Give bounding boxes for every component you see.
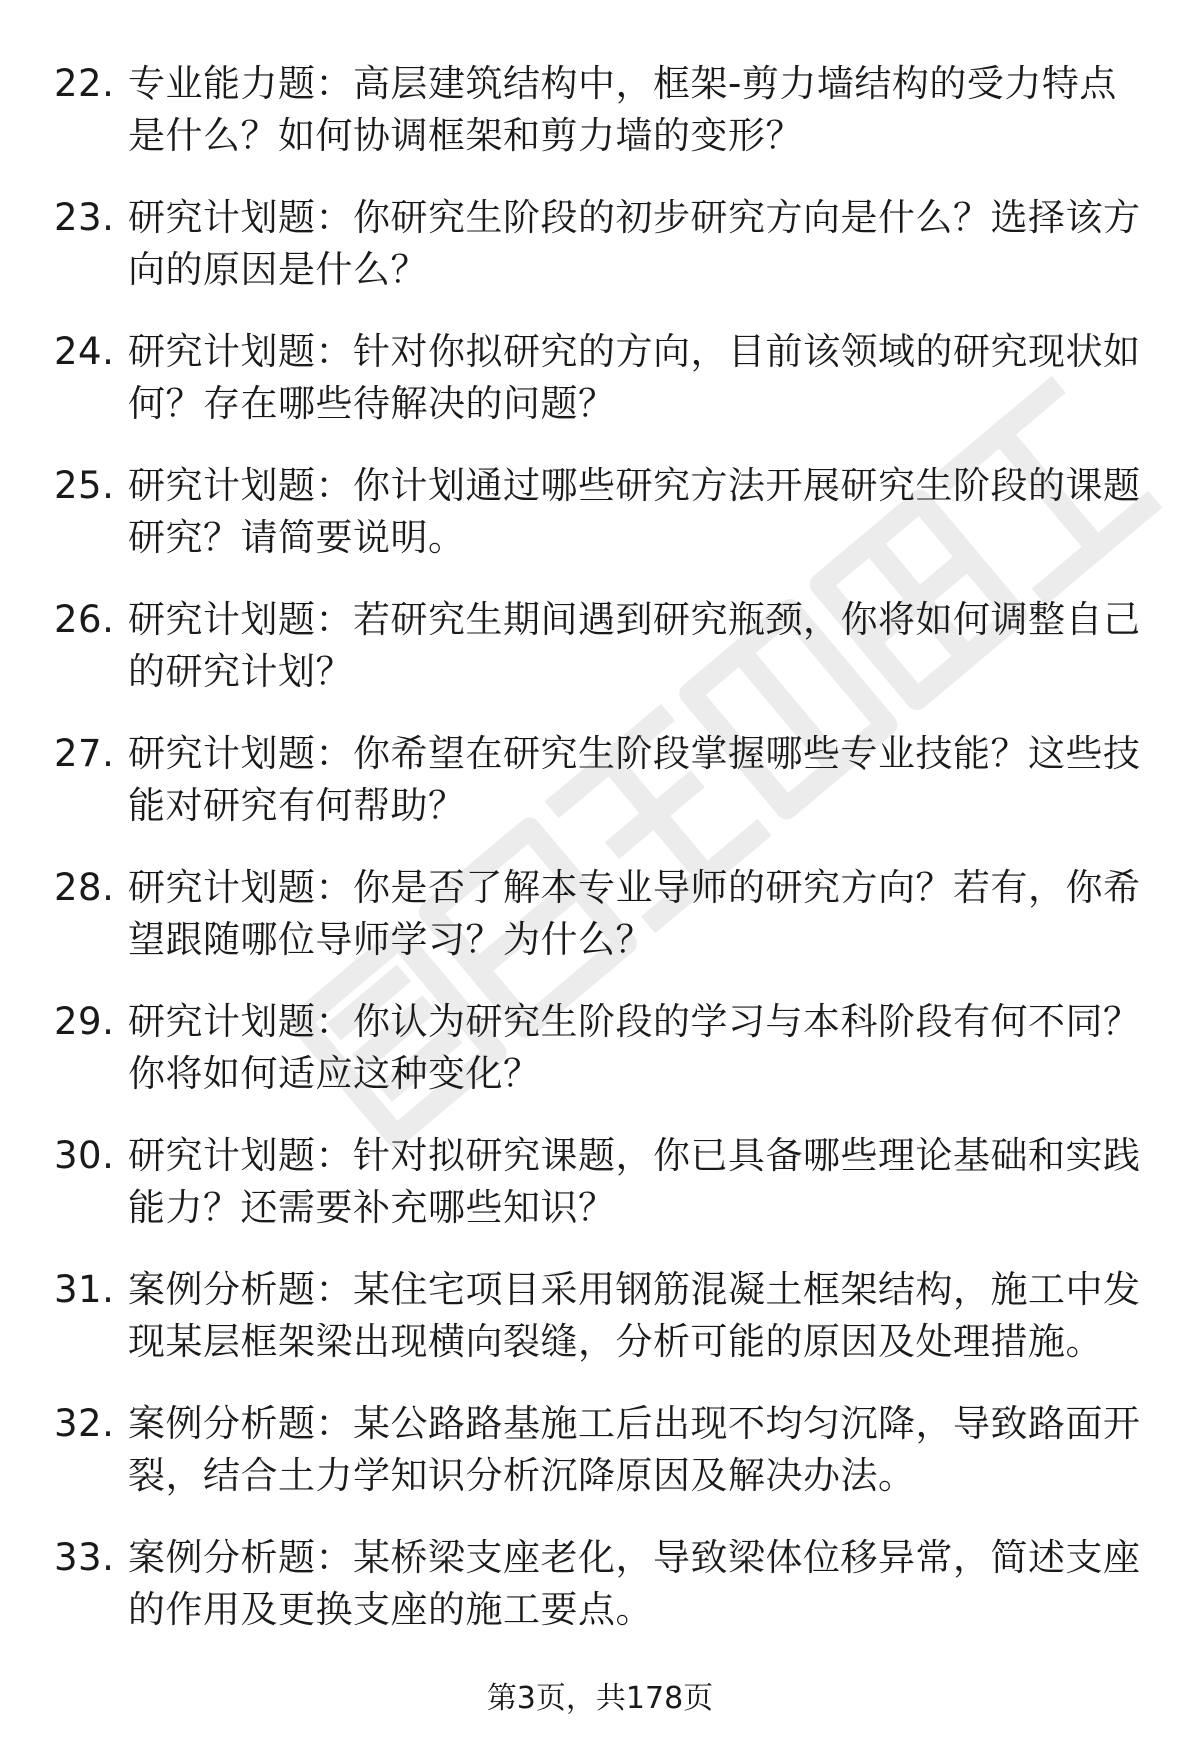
question-item — [54, 460, 1154, 594]
question-item — [54, 594, 1154, 728]
question-number: 30. — [54, 1134, 115, 1177]
question-text: 研究计划题：你研究生阶段的初步研究方向是什么？选择该方向的原因是什么？ — [128, 196, 1141, 291]
question-text: 研究计划题：你认为研究生阶段的学习与本科阶段有何不同？你将如何适应这种变化？ — [128, 1000, 1141, 1095]
question-text: 专业能力题：高层建筑结构中，框架-剪力墙结构的受力特点是什么？如何协调框架和剪力墙的变形？ — [128, 62, 1117, 157]
question-item — [54, 326, 1154, 460]
question-number: 26. — [54, 598, 115, 641]
question-number: 24. — [54, 330, 115, 373]
question-text: 案例分析题：某桥梁支座老化，导致梁体位移异常，简述支座的作用及更换支座的施工要点。 — [128, 1536, 1141, 1631]
question-number: 25. — [54, 464, 115, 507]
question-item — [54, 1264, 1154, 1398]
question-text: 案例分析题：某公路路基施工后出现不均匀沉降，导致路面开裂，结合土力学知识分析沉降原因及解决办法。 — [128, 1402, 1141, 1497]
question-number: 22. — [54, 62, 115, 105]
question-text: 案例分析题：某住宅项目采用钢筋混凝土框架结构，施工中发现某层框架梁出现横向裂缝，分析可能的原因及处理措施。 — [128, 1268, 1141, 1363]
question-item — [54, 58, 1154, 192]
question-item — [54, 1532, 1154, 1666]
question-number: 28. — [54, 866, 115, 909]
question-item — [54, 192, 1154, 326]
question-number: 29. — [54, 1000, 115, 1043]
question-item — [54, 1398, 1154, 1532]
question-text: 研究计划题：你希望在研究生阶段掌握哪些专业技能？这些技能对研究有何帮助？ — [128, 732, 1141, 827]
question-item — [54, 996, 1154, 1130]
question-item — [54, 728, 1154, 862]
page-footer: 第3页，共178页 — [486, 1681, 714, 1716]
question-item — [54, 862, 1154, 996]
question-text: 研究计划题：你计划通过哪些研究方法开展研究生阶段的课题研究？请简要说明。 — [128, 464, 1141, 559]
question-number: 32. — [54, 1402, 115, 1445]
question-number: 33. — [54, 1536, 115, 1579]
question-text: 研究计划题：若研究生期间遇到研究瓶颈，你将如何调整自己的研究计划？ — [128, 598, 1141, 693]
question-text: 研究计划题：针对你拟研究的方向，目前该领域的研究现状如何？存在哪些待解决的问题？ — [128, 330, 1141, 425]
question-number: 27. — [54, 732, 115, 775]
question-number: 31. — [54, 1268, 115, 1311]
question-list — [54, 58, 1154, 1666]
question-text: 研究计划题：针对拟研究课题，你已具备哪些理论基础和实践能力？还需要补充哪些知识？ — [128, 1134, 1141, 1229]
question-text: 研究计划题：你是否了解本专业导师的研究方向？若有，你希望跟随哪位导师学习？为什么？ — [128, 866, 1141, 961]
question-item — [54, 1130, 1154, 1264]
question-number: 23. — [54, 196, 115, 239]
